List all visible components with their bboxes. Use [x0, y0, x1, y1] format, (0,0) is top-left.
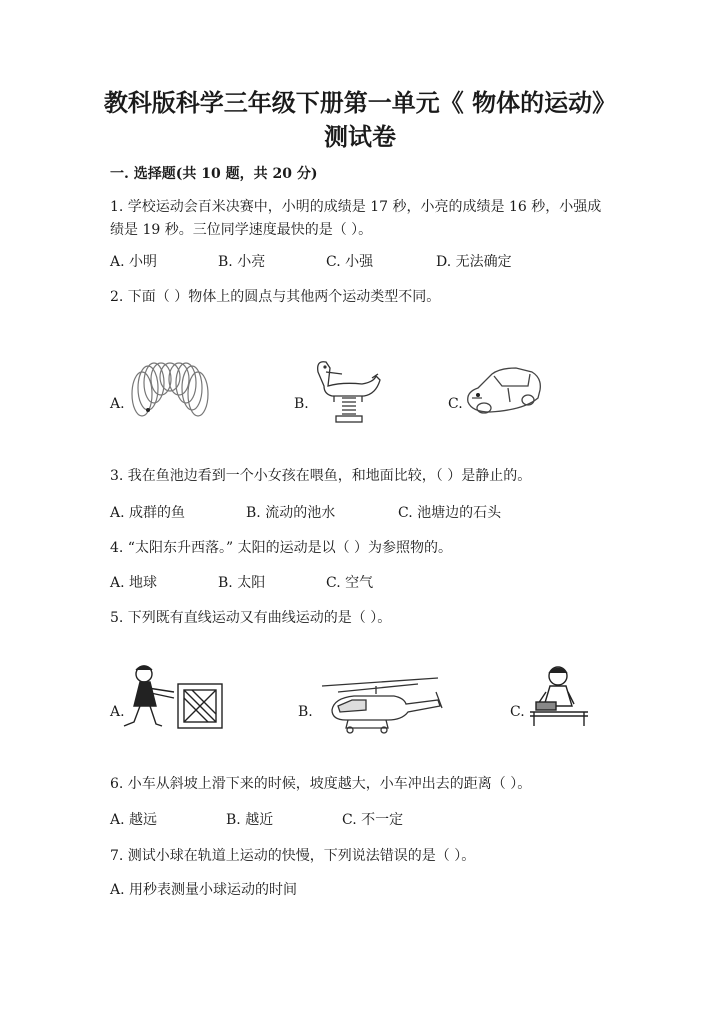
page-title: 教科版科学三年级下册第一单元《 物体的运动》测试卷 — [103, 88, 617, 151]
q5-option-c[interactable]: C. — [510, 704, 525, 720]
q3-option-b[interactable]: B. 流动的池水 — [246, 505, 336, 521]
question-3: 3. 我在鱼池边看到一个小女孩在喂鱼，和地面比较，（ ）是静止的。 — [110, 468, 532, 484]
question-2: 2. 下面（ ）物体上的圆点与其他两个运动类型不同。 — [110, 289, 441, 305]
slinky-spring-icon — [126, 360, 216, 422]
q4-option-c[interactable]: C. 空气 — [326, 575, 374, 591]
q1-option-c[interactable]: C. 小强 — [326, 254, 374, 270]
q6-option-b[interactable]: B. 越近 — [226, 812, 274, 828]
q1-option-d[interactable]: D. 无法确定 — [436, 254, 512, 270]
question-4: 4. “太阳东升西落。” 太阳的运动是以（ ）为参照物的。 — [110, 540, 453, 556]
q3-option-a[interactable]: A. 成群的鱼 — [110, 505, 186, 521]
question-7: 7. 测试小球在轨道上运动的快慢，下列说法错误的是（ ）。 — [110, 848, 476, 864]
spring-rocking-horse-icon — [312, 358, 384, 426]
q4-option-a[interactable]: A. 地球 — [110, 575, 158, 591]
q1-option-b[interactable]: B. 小亮 — [218, 254, 266, 270]
q2-option-b[interactable]: B. — [294, 396, 309, 412]
q1-option-a[interactable]: A. 小明 — [110, 254, 158, 270]
q7-option-a[interactable]: A. 用秒表测量小球运动的时间 — [110, 882, 298, 898]
q5-option-a[interactable]: A. — [110, 704, 125, 720]
boy-with-toy-car-icon — [528, 664, 590, 728]
q2-option-c[interactable]: C. — [448, 396, 463, 412]
q6-option-a[interactable]: A. 越远 — [110, 812, 158, 828]
girl-pushing-box-icon — [122, 662, 230, 734]
q3-option-c[interactable]: C. 池塘边的石头 — [398, 505, 502, 521]
helicopter-icon — [318, 676, 444, 736]
q2-option-a[interactable]: A. — [110, 396, 125, 412]
section-heading: 一. 选择题(共 10 题，共 20 分) — [110, 166, 318, 182]
question-6: 6. 小车从斜坡上滑下来的时候，坡度越大，小车冲出去的距离（ ）。 — [110, 776, 532, 792]
q5-option-b[interactable]: B. — [298, 704, 313, 720]
question-1: 1. 学校运动会百米决赛中，小明的成绩是 17 秒，小亮的成绩是 16 秒，小强成绩是 19 秒。三位同学速度最快的是（ ）。 — [110, 199, 602, 238]
car-icon — [464, 362, 544, 420]
q4-option-b[interactable]: B. 太阳 — [218, 575, 266, 591]
question-5: 5. 下列既有直线运动又有曲线运动的是（ ）。 — [110, 610, 392, 626]
q6-option-c[interactable]: C. 不一定 — [342, 812, 404, 828]
